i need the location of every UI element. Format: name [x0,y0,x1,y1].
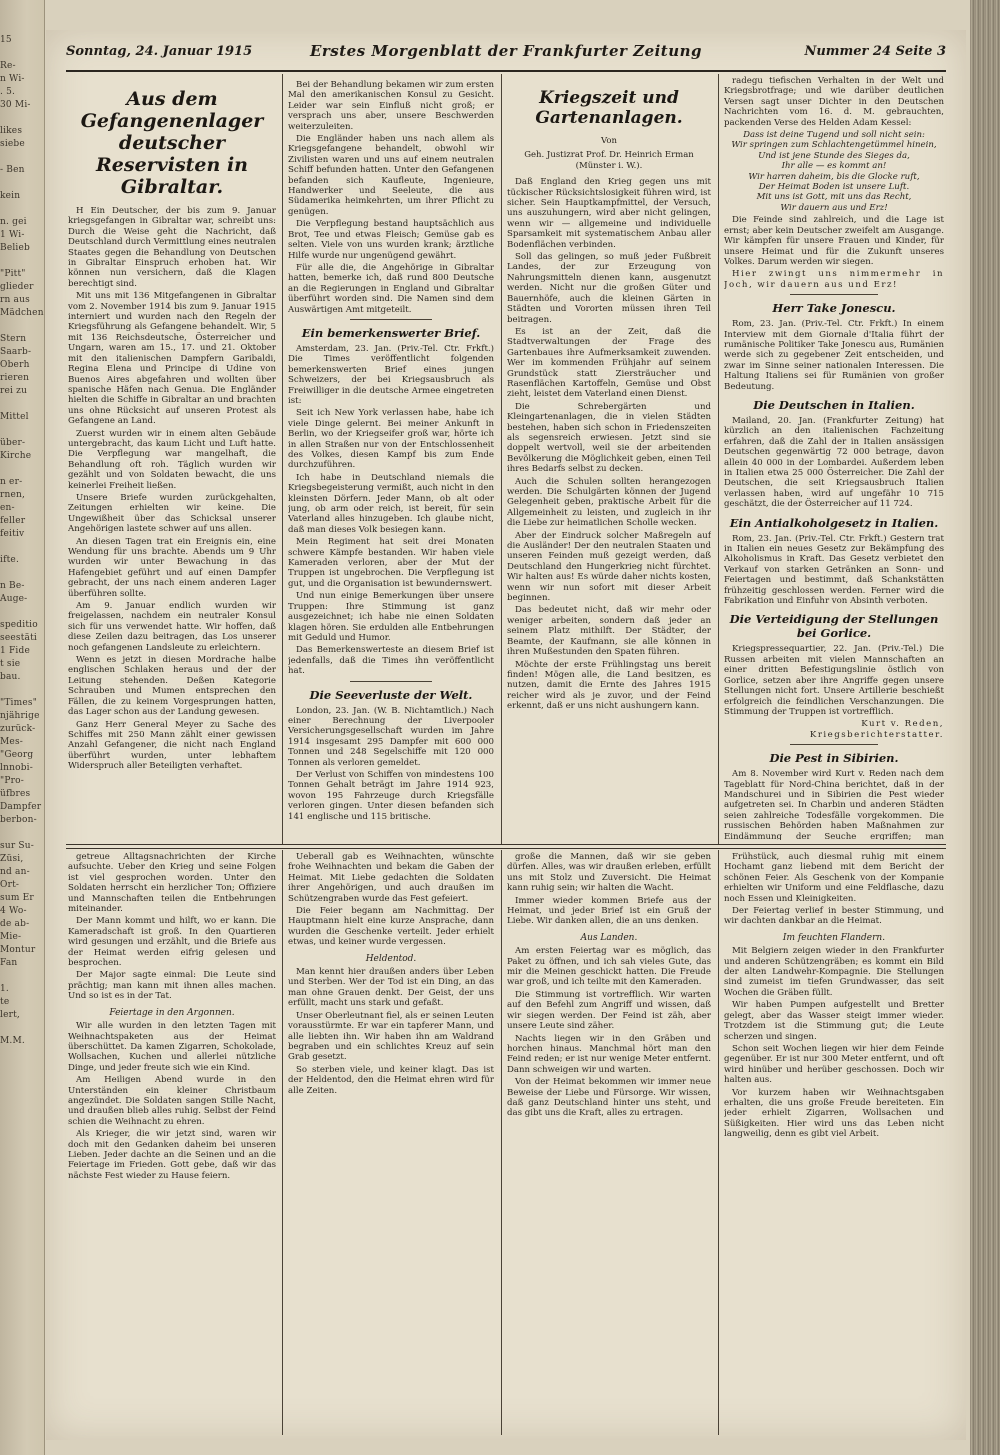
paragraph: An diesen Tagen trat ein Ereignis ein, eine Wendung für uns brachte. Abends um 9 Uhr wurden wir unter Bewachung in das Hafengebiet geführt und auf einen Dampfer gebracht, der uns nach einem anderen Lager überführen sollte. [68,536,276,599]
feuilleton-col-4 [724,852,944,1434]
section-rule [66,844,946,849]
byline-author: Geh. Justizrat Prof. Dr. Heinrich Erman (Münster i. W.). [524,150,694,171]
feuilleton-col-3 [507,852,711,1434]
paragraph: Ganz Herr General Meyer zu Sache des Schiffes mit 250 Mann zählt einer gewissen Anzahl Gefangener, die nicht nach England überführt wurden, unter lebhaftem Widerspruch aller Beteiligten verhaftet. [68,719,276,772]
paragraph: Es ist an der Zeit, daß die Stadtverwaltungen der Frage des Gartenbaues ihre Aufmerksamkeit zuwenden. Wer im kommenden Frühjahr auf seinem Grundstück statt Ziersträucher und Rasenflächen Kartoffeln, Gemüse und Obst zieht, leistet dem Vaterland einen Dienst. [507,326,711,400]
column-rule [718,850,719,1435]
paragraph: Mein Regiment hat seit drei Monaten schwere Kämpfe bestanden. Wir haben viele Kameraden verloren, aber der Mut der Truppen ist ungebrochen. Die Verpflegung ist gut, und die Organisation ist bewundernswert. [288,537,494,589]
left-page-edge-text: 15 Re- n Wi- . 5. 30 Mi- likes siebe - Ben kein n. gei 1 Wi- Belieb "Pitt" glieder rn aus Mädchen Stern Saarb- Oberh rieren rei zu Mittel über- Kirche n er- rnen, en- feller feitiv ifte. n Be- Auge- speditio seestäti 1 Fide t sie bau. "Times" njährige zurück- Mes- "Georg lnnobi- "Pro- üfbres Dampfer berbon- sur Su- Züsi, nd an- Ort- sum Er 4 Wo- de ab- Mie- Montur Fan 1. te lert, M.M. [0,35,44,1046]
paragraph: Wir haben Pumpen aufgestellt und Bretter gelegt, aber das Wasser steigt immer wieder. Trotzdem ist die Stimmung gut; die Leute scherzen und singen. [724,1000,944,1042]
paragraph: Daß England den Krieg gegen uns mit tückischer Rücksichtslosigkeit führen wird, ist sicher. Sein Hauptkampfmittel, der Versuch, uns auszuhungern, wird aber nicht gelingen, wenn wir — allgemeine und individuelle Sparsamkeit mit systematischem Anbau aller Bodenflächen verbinden. [507,177,711,250]
headline-losses: Die Seeverluste der Welt. [309,687,473,702]
headline-ionescu: Herr Take Jonescu. [772,301,896,316]
divider [350,681,432,682]
paragraph: Der Verlust von Schiffen von mindestens 100 Tonnen Gehalt beträgt im Jahre 1914 923, wovon 195 Fahrzeuge durch Kriegsfälle verloren gingen. Unter diesen befanden sich 141 englische und 115 britische. [288,769,494,822]
paragraph: Rom, 23. Jan. (Priv.-Tel. Ctr. Frkft.) In einem Interview mit dem Giornale d'Italia führt der rumänische Politiker Take Jonescu aus, Rumänien werde sich zu gegebener Zeit entscheiden, und zwar im Sinne seiner nationalen Interessen. Die Haltung Italiens sei für Rumänien von großer Bedeutung. [724,319,944,392]
headline-alcohol: Ein Antialkoholgesetz in Italien. [729,515,939,530]
paragraph: Mit Belgiern zeigen wieder in den Frankfurter und anderen Schützengräben; es kommt ein Bild der alten Landwehr-Kompagnie. Die Stellungen sind zumeist im tiefen Grundwasser, das seit Wochen die Gräben füllt. [724,946,944,998]
paragraph: Wenn es jetzt in diesen Mordrache halbe englischen Schlaken heraus und der der Leitung stehenden. Deßen Kategorie Schrauben und Mumen entsprechen den Fällen, die zu keinem Vorgesprungen hatten, das Lager schon aus der Landung gewesen. [68,655,276,718]
poem-line: Mit uns ist Gott, mit uns das Recht, [756,192,912,203]
headline-gardens: Kriegszeit und Gartenanlagen. [535,88,683,128]
poem-line: Dass ist deine Tugend und soll nicht sein: [743,130,925,141]
paragraph: Unser Oberleutnant fiel, als er seinen Leuten vorausstürmte. Er war ein tapferer Mann, und alle liebten ihn. Wir haben ihn am Waldrand begraben und ein schlichtes Kreuz auf sein Grab gesetzt. [288,1010,494,1063]
poem-line: Wir harren daheim, bis die Glocke ruft, [748,171,920,182]
newspaper-page [46,30,966,1440]
paragraph: Die Feinde sind zahlreich, und die Lage ist ernst; aber kein Deutscher zweifelt am Ausgange. Wir kämpfen für unsere Frauen und Kinder, für unsere Heimat und für die Zukunft unseres Volkes. Darum werden wir siegen. [724,215,944,267]
paragraph: Aber der Eindruck solcher Maßregeln auf die Ausländer! Der den neutralen Staaten und unseren Feinden muß gezeigt werden, daß Deutschland den Hungerkrieg nicht fürchtet. Wir halten aus! Es würde daher nichts kosten, wenn wir nun sofort mit dieser Arbeit beginnen. [507,530,711,604]
headline-plague: Die Pest in Sibirien. [769,751,899,766]
paragraph: Nachts liegen wir in den Gräben und horchen hinaus. Manchmal hört man den Feind reden; er ist nur wenige Meter entfernt. Dann schweigen wir und warten. [507,1033,711,1075]
paragraph: Der Major sagte einmal: Die Leute sind prächtig; man kann mit ihnen alles machen. Und so ist es in der Tat. [68,970,276,1002]
paragraph: H Ein Deutscher, der bis zum 9. Januar kriegsgefangen in Gibraltar war, schreibt uns: Durch die Weise geht die Nachricht, daß Deutschland durch Vermittlung eines neutralen Staates gegen die Behandlung von Deutschen in Gibraltar Einspruch erhoben hat. Wir können nun versichern, daß die Klagen berechtigt sind. [68,206,276,289]
poem-line: Wir dauern aus und Erz! [780,202,888,213]
article-gardens [507,80,711,840]
headline-letter: Ein bemerkenswerter Brief. [301,325,481,340]
masthead [66,30,946,72]
paragraph: Das Bemerkenswerteste an diesem Brief ist jedenfalls, daß die Times ihn veröffentlicht hat. [288,645,494,677]
paragraph: getreue Alltagsnachrichten der Kirche aufsuchte. Ueber den Krieg und seine Folgen ist viel gesprochen worden. Unter den Soldaten herrscht ein herzlicher Ton; Offiziere und Mannschaften teilen die Entbehrungen miteinander. [68,852,276,915]
paragraph: Die Feier begann am Nachmittag. Der Hauptmann hielt eine kurze Ansprache, dann wurden die Geschenke verteilt. Jeder erhielt etwas, und keiner wurde vergessen. [288,906,494,948]
paragraph: Die Schrebergärten und Kleingartenanlagen, die in vielen Städten bestehen, haben sich schon in Friedenszeiten als segensreich erwiesen. Jetzt sind sie doppelt wertvoll, weil sie der arbeitenden Bevölkerung die Möglichkeit geben, einen Teil ihres Bedarfs selbst zu decken. [507,401,711,475]
paragraph: Unsere Briefe wurden zurückgehalten, Zeitungen erhielten wir keine. Die Ungewißheit über das Schicksal unserer Angehörigen lastete schwer auf uns allen. [68,492,276,535]
column-rule [718,74,719,844]
column-rule [282,850,283,1435]
paragraph: Frühstück, auch diesmal ruhig mit einem Hochamt ganz liebend mit dem Bericht der schönen Feier. Als Geschenk von der Kompanie erhielten wir Uniform und eine Feldflasche, dazu noch Essen und Kleinigkeiten. [724,852,944,904]
paragraph: Schon seit Wochen liegen wir hier dem Feinde gegenüber. Er ist nur 300 Meter entfernt, und oft wird hinüber und herüber geschossen. Doch wir halten aus. [724,1043,944,1086]
poem-line: Und ist jene Stunde des Sieges da, [758,150,910,161]
paragraph: Und nun einige Bemerkungen über unsere Truppen: Ihre Stimmung ist ganz ausgezeichnet; ich habe nie einen Soldaten klagen hören. Sie erdulden alle Entbehrungen mit Geduld und Humor. [288,591,494,643]
paragraph: Am Heiligen Abend wurde in den Unterständen ein kleiner Christbaum angezündet. Die Soldaten sangen Stille Nacht, und draußen blieb alles ruhig. Selbst der Feind schien die Weihnacht zu ehren. [68,1075,276,1127]
article-news [724,76,944,840]
paragraph: Die Verpflegung bestand hauptsächlich aus Brot, Tee und etwas Fleisch; Gemüse gab es selten. Viele von uns wurden krank; ärztliche Hilfe wurde nur ungenügend gewährt. [288,219,494,261]
paragraph: Am 8. November wird Kurt v. Reden nach dem Tageblatt für Nord-China berichtet, daß in der Mandschurei und in Sibirien die Pest wieder aufgetreten sei. In Charbin und anderen Städten seien zahlreiche Todesfälle vorgekommen. Die russischen Behörden haben Maßnahmen zur Eindämmung der Seuche ergriffen; man [724,769,944,840]
paragraph: Bei der Behandlung bekamen wir zum ersten Mal den amerikanischen Konsul zu Gesicht. Leider war sein Einfluß nicht groß; er versprach uns aber, unsere Beschwerden weiterzuleiten. [288,80,494,132]
section-title: Feiertage in den Argonnen. [109,1007,235,1018]
paragraph: Der Feiertag verlief in bester Stimmung, und wir dachten dankbar an die Heimat. [724,906,944,927]
paragraph: Seit ich New York verlassen habe, habe ich viele Dinge gelernt. Bei meiner Ankunft in Berlin, wo der Kriegseifer groß war, hörte ich in allen Straßen nur von der Entschlossenheit des Volkes, diesen Kampf bis zum Ende durchzuführen. [288,408,494,471]
paragraph: Als Krieger, die wir jetzt sind, waren wir doch mit den Gedanken daheim bei unseren Lieben. Jeder dachte an die Seinen und an die Feiertage im Frieden. Gott gebe, daß wir das nächste Fest wieder zu Hause feiern. [68,1129,276,1181]
paragraph-signature: Kurt v. Reden, Kriegsberichterstatter. [809,719,944,740]
paragraph: Möchte der erste Frühlingstag uns bereit finden! Mögen alle, die Land besitzen, es nutzen, damit die Ernte des Jahres 1915 reicher wird als je zuvor, und der Feind erkennt, daß er uns nicht aushungern kann. [507,659,711,712]
headline-italy: Die Deutschen in Italien. [753,397,915,412]
paragraph: Man kennt hier draußen anders über Leben und Sterben. Wer der Tod ist ein Ding, an das man ohne Grauen denkt. Der Geist, der uns erfüllt, macht uns stark und gefaßt. [288,967,494,1009]
paragraph: Ich habe in Deutschland niemals die Kriegsbegeisterung vermißt, auch nicht in den kleinsten Dörfern. Jeder Mann, ob alt oder jung, ob arm oder reich, ist bereit, für sein Vaterland alles hinzugeben. Ich glaube nicht, daß man dieses Volk besiegen kann. [288,472,494,535]
feuilleton-col-2 [288,852,494,1434]
paragraph: Der Mann kommt und hilft, wo er kann. Die Kameradschaft ist groß. In den Quartieren wird gesungen und erzählt, und die Briefe aus der Heimat werden eifrig gelesen und besprochen. [68,916,276,969]
feuilleton-col-1 [68,852,276,1434]
headline-gibraltar: Aus dem Gefangenenlager deutscher Reservisten in Gibraltar. [80,88,264,198]
paragraph: Mit uns mit 136 Mitgefangenen in Gibraltar vom 2. November 1914 bis zum 9. Januar 1915 interniert und wurden nach den Regeln der Kriegsführung als Gefangene behandelt. Wir, 5 mit 136 Reichsdeutsche, Österreicher und Ungarn, waren am 15., 17. und 21. Oktober mit den italienischen Dampfern Garibaldi, Regina Elena und Principe di Udine von Buenos Aires abgefahren und wollten über spanische Häfen nach Genua. Die Engländer hielten die Schiffe in Gibraltar an und brachten uns ohne Rücksicht auf unseren Protest als Gefangene an Land. [68,291,276,427]
section-title: Heldentod. [365,953,417,964]
section-title: Aus Landen. [580,932,638,943]
paragraph: London, 23. Jan. (W. B. Nichtamtlich.) Nach einer Berechnung der Liverpooler Versicherungsgesellschaft wurden im Jahre 1914 insgesamt 295 Dampfer mit 600 000 Tonnen und 248 Segelschiffe mit 120 000 Tonnen als verloren gemeldet. [288,705,494,768]
paragraph: Kriegspressequartier, 22. Jan. (Priv.-Tel.) Die Russen arbeiten mit vielen Mannschaften an einer dritten Befestigungslinie östlich von Gorlice, setzen aber ihre Angriffe gegen unsere Stellungen nicht fort. Unsere Artillerie beschießt erfolgreich die feindlichen Verschanzungen. Die Stimmung der Truppen ist vortrefflich. [724,644,944,717]
masthead-title: Erstes Morgenblatt der Frankfurter Zeitung [309,42,703,60]
left-page-edge [0,0,45,1455]
paragraph: Auch die Schulen sollten herangezogen werden. Die Schulgärten können der Jugend Gelegenheit geben, praktische Arbeit für die Allgemeinheit zu leisten, und zugleich in ihr die Liebe zur heimatlichen Scholle wecken. [507,476,711,529]
divider [790,294,878,295]
column-rule [501,850,502,1435]
column-rule [282,74,283,844]
poem [724,130,944,213]
divider [350,319,432,320]
poem-line: Der Heimat Boden ist unsere Luft. [758,182,910,193]
article-gibraltar [68,80,276,840]
paragraph: große die Mannen, daß wir sie geben dürfen. Alles, was wir draußen erleben, erfüllt uns mit Stolz und Zuversicht. Die Heimat kann ruhig sein; wir halten die Wacht. [507,852,711,894]
paragraph: Zuerst wurden wir in einem alten Gebäude untergebracht, das kaum Licht und Luft hatte. Die Verpflegung war mangelhaft, die Behandlung oft roh. Täglich wurden wir gezählt und von Soldaten bewacht, die uns keinerlei Freiheit ließen. [68,428,276,491]
paragraph: Immer wieder kommen Briefe aus der Heimat, und jeder Brief ist ein Gruß der Liebe. Wir danken allen, die an uns denken. [507,895,711,927]
right-page-stack [970,0,1000,1455]
paragraph: Hier zwingt uns nimmermehr in Joch, wir dauern aus und Erz! [724,269,944,290]
paragraph: Von der Heimat bekommen wir immer neue Beweise der Liebe und Fürsorge. Wir wissen, daß ganz Deutschland hinter uns steht, und das gibt uns die Kraft, alles zu ertragen. [507,1077,711,1119]
headline-gorlice: Die Verteidigung der Stellungen bei Gorlice. [729,612,939,641]
divider [790,744,878,745]
paragraph: Für alle die, die Angehörige in Gibraltar hatten, bemerke ich, daß rund 800 Deutsche an die Regierungen in England und Gibraltar überführt worden sind. Die Namen sind dem Auswärtigen Amt mitgeteilt. [288,262,494,315]
paragraph: Ueberall gab es Weihnachten, wünschte frohe Weihnachten und bekam die Gaben der Heimat. Mit Liebe gedachten die Soldaten ihrer Angehörigen, und auch draußen im Schützengraben wurde das Fest gefeiert. [288,852,494,904]
paragraph: Am ersten Feiertag war es möglich, das Paket zu öffnen, und ich sah vieles Gute, das mir die Meinen geschickt hatten. Die Freude war groß, und ich teilte mit den Kameraden. [507,946,711,988]
section-title: Im feuchten Flandern. [782,932,886,943]
paragraph: Soll das gelingen, so muß jeder Fußbreit Landes, der zur Erzeugung von Nahrungsmitteln dienen kann, ausgenutzt werden. Nicht nur die großen Güter und Bauernhöfe, auch die kleinen Gärten in Städten und Vororten müssen ihren Teil beitragen. [507,252,711,325]
masthead-date: Sonntag, 24. Januar 1915 [66,44,253,59]
paragraph: Mailand, 20. Jan. (Frankfurter Zeitung) hat kürzlich an den italienischen Fachzeitung erfahren, daß die Zahl der in Italien ansässigen Deutschen gegenwärtig 72 000 betrage, davon allein 40 000 in der Lombardei. Außerdem leben in Italien etwa 25 000 Österreicher. Die Zahl der Deutschen, die seit Kriegsausbruch Italien verlassen haben, wird auf ungefähr 10 715 geschätzt, die der Österreicher auf 11 724. [724,415,944,510]
paragraph: Die Engländer haben uns nach allem als Kriegsgefangene behandelt, obwohl wir Zivilisten waren und uns auf einem neutralen Schiff befunden hatten. Unter den Gefangenen befanden sich Kaufleute, Ingenieure, Handwerker und Seeleute, die aus Südamerika heimkehrten, um ihrer Pflicht zu genügen. [288,134,494,217]
column-rule [501,74,502,844]
poem-line: Wir springen zum Schlachtengetümmel hinein, [731,140,937,151]
paragraph: radegu tiefischen Verhalten in der Welt und Kriegsbrotfrage; und wie darüber deutlichen Versen sagt unser Dichter in den Deutschen Nachrichten vom 16. d. M. gebrauchten, packenden Verse des Helden Adam Kessel: [724,76,944,128]
paragraph: Das bedeutet nicht, daß wir mehr oder weniger arbeiten, sondern daß jeder an seinem Platz mithilft. Der Städter, der Beamte, der Kaufmann, sie alle können in ihren Mußestunden den Spaten führen. [507,605,711,658]
article-continuation [288,80,494,840]
poem-line: Ihr alle — es kommt an! [781,161,887,172]
byline-von: Von [601,136,617,146]
paragraph: So sterben viele, und keiner klagt. Das ist der Heldentod, den die Heimat ehren wird für alle Zeiten. [288,1064,494,1096]
paragraph: Die Stimmung ist vortrefflich. Wir warten auf den Befehl zum Angriff und wissen, daß wir siegen werden. Der Feind ist zäh, aber unsere Leute sind zäher. [507,989,711,1032]
paragraph: Wir alle wurden in den letzten Tagen mit Weihnachtspaketen aus der Heimat überschüttet. Da kamen Zigarren, Schokolade, Wollsachen, Kuchen und allerlei nützliche Dinge, und jeder freute sich wie ein Kind. [68,1021,276,1073]
paragraph: Rom, 23. Jan. (Priv.-Tel. Ctr. Frkft.) Gestern trat in Italien ein neues Gesetz zur Bekämpfung des Alkoholismus in Kraft. Das Gesetz verbietet den Verkauf von starken Getränken an Sonn- und Feiertagen und bestimmt, daß Schankstätten frühzeitig geschlossen werden. Ferner wird die Fabrikation und Einfuhr von Absinth verboten. [724,533,944,607]
paragraph: Am 9. Januar endlich wurden wir freigelassen, nachdem ein neutraler Konsul sich für uns verwendet hatte. Wir hoffen, daß diese Zeilen dazu beitragen, das Los unserer noch gefangenen Landsleute zu erleichtern. [68,601,276,653]
paragraph: Amsterdam, 23. Jan. (Priv.-Tel. Ctr. Frkft.) Die Times veröffentlicht folgenden bemerkenswerten Brief eines jungen Schweizers, der bei Kriegsausbruch als Freiwilliger in die deutsche Armee eingetreten ist: [288,343,494,406]
masthead-number: Nummer 24 Seite 3 [804,44,946,59]
paragraph: Vor kurzem haben wir Weihnachtsgaben erhalten, die uns große Freude bereiteten. Ein jeder erhielt Zigarren, Wollsachen und Süßigkeiten. Hier wird uns das Leben nicht langweilig, denn es gibt viel Arbeit. [724,1087,944,1140]
